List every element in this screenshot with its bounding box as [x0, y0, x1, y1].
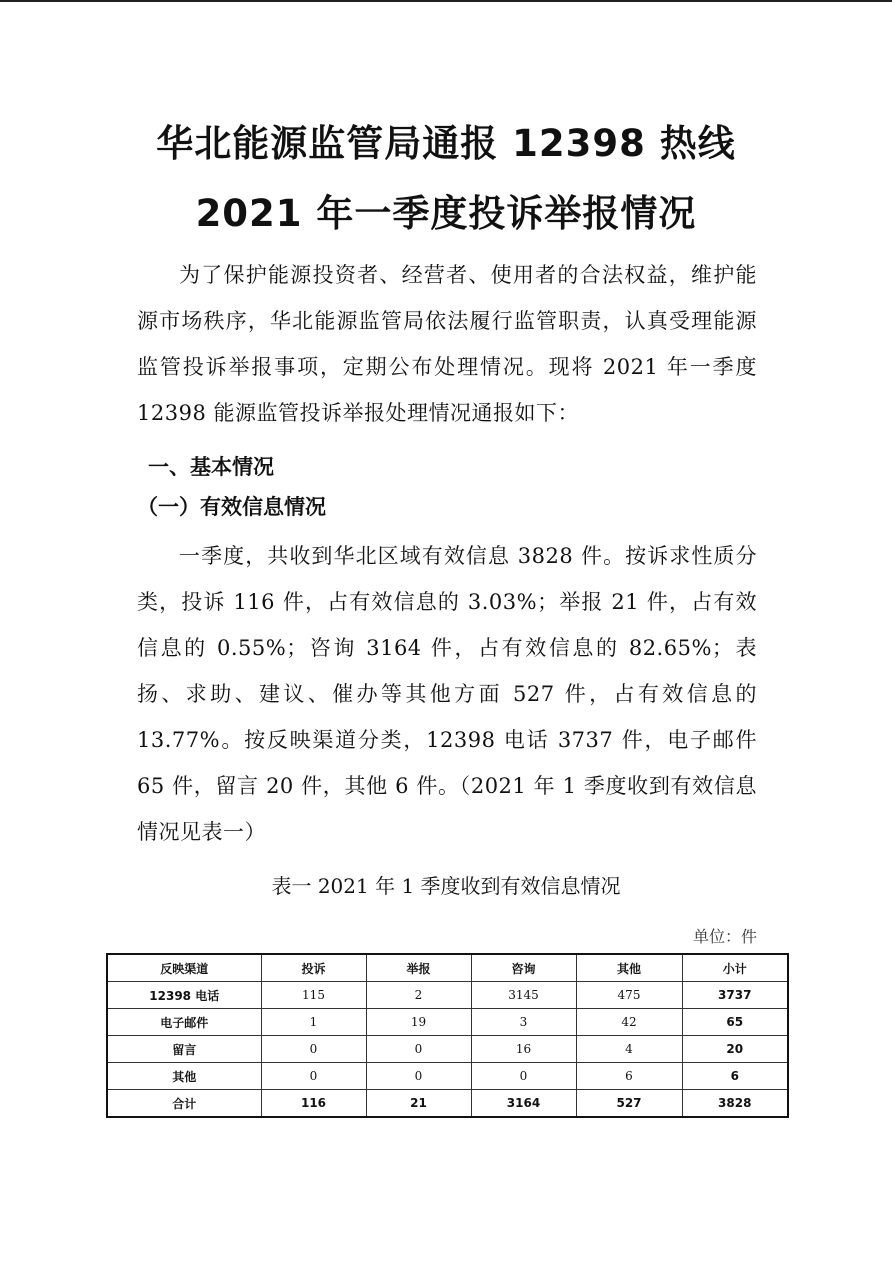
table-header-row [107, 954, 788, 982]
cell-other: 4 [576, 1036, 682, 1063]
subsection-heading-valid-info: （一）有效信息情况 [137, 495, 326, 519]
body-paragraph: 一季度，共收到华北区域有效信息 3828 件。按诉求性质分类，投诉 116 件，占有效信息的 3.03%；举报 21 件，占有效信息的 0.55%；咨询 3164 件，占有效信息的 82.65%；表扬、求助、建议、催办等其他方面 527 件，占有效信息的 13.77%。按反映渠道分类，12398 电话 3737 件，电子邮件 65 件，留言 20 件，其他 6 件。（2021 年 1 季度收到有效信息情况见表一） [137, 544, 757, 844]
cell-subtotal: 3828 [682, 1090, 788, 1118]
cell-complaint: 0 [261, 1036, 366, 1063]
header-other: 其他 [576, 954, 682, 982]
cell-complaint: 115 [261, 982, 366, 1009]
cell-channel: 12398 电话 [107, 982, 261, 1009]
cell-report: 19 [366, 1009, 471, 1036]
cell-other: 527 [576, 1090, 682, 1118]
header-subtotal: 小计 [682, 954, 788, 982]
table-row [107, 1063, 788, 1090]
cell-inquiry: 3164 [471, 1090, 576, 1118]
table-unit-label: 单位：件 [692, 927, 757, 946]
cell-report: 0 [366, 1036, 471, 1063]
cell-other: 42 [576, 1009, 682, 1036]
intro-paragraph: 为了保护能源投资者、经营者、使用者的合法权益，维护能源市场秩序，华北能源监管局依法履行监管职责，认真受理能源监管投诉举报事项，定期公布处理情况。现将 2021 年一季度 12398 能源监管投诉举报处理情况通报如下： [137, 263, 757, 425]
table-row [107, 1036, 788, 1063]
document-title-line-1: 华北能源监管局通报 12398 热线 [156, 122, 736, 165]
cell-channel: 留言 [107, 1036, 261, 1063]
table-row [107, 1009, 788, 1036]
cell-subtotal: 65 [682, 1009, 788, 1036]
table-caption: 表一 2021 年 1 季度收到有效信息情况 [271, 874, 621, 898]
cell-complaint: 1 [261, 1009, 366, 1036]
cell-other: 475 [576, 982, 682, 1009]
cell-report: 2 [366, 982, 471, 1009]
document-title-line-2: 2021 年一季度投诉举报情况 [195, 192, 697, 235]
cell-other: 6 [576, 1063, 682, 1090]
cell-channel: 合计 [107, 1090, 261, 1118]
cell-report: 0 [366, 1063, 471, 1090]
cell-channel: 电子邮件 [107, 1009, 261, 1036]
section-heading-basic-info: 一、基本情况 [148, 455, 274, 479]
header-inquiry: 咨询 [471, 954, 576, 982]
cell-subtotal: 3737 [682, 982, 788, 1009]
cell-report: 21 [366, 1090, 471, 1118]
table-total-row [107, 1090, 788, 1118]
table-row [107, 982, 788, 1009]
cell-inquiry: 3145 [471, 982, 576, 1009]
cell-inquiry: 3 [471, 1009, 576, 1036]
header-report: 举报 [366, 954, 471, 982]
cell-complaint: 116 [261, 1090, 366, 1118]
valid-info-table [106, 953, 789, 1118]
top-border-rule [0, 0, 892, 2]
cell-inquiry: 16 [471, 1036, 576, 1063]
cell-subtotal: 6 [682, 1063, 788, 1090]
cell-inquiry: 0 [471, 1063, 576, 1090]
cell-subtotal: 20 [682, 1036, 788, 1063]
header-channel: 反映渠道 [107, 954, 261, 982]
header-complaint: 投诉 [261, 954, 366, 982]
cell-complaint: 0 [261, 1063, 366, 1090]
cell-channel: 其他 [107, 1063, 261, 1090]
